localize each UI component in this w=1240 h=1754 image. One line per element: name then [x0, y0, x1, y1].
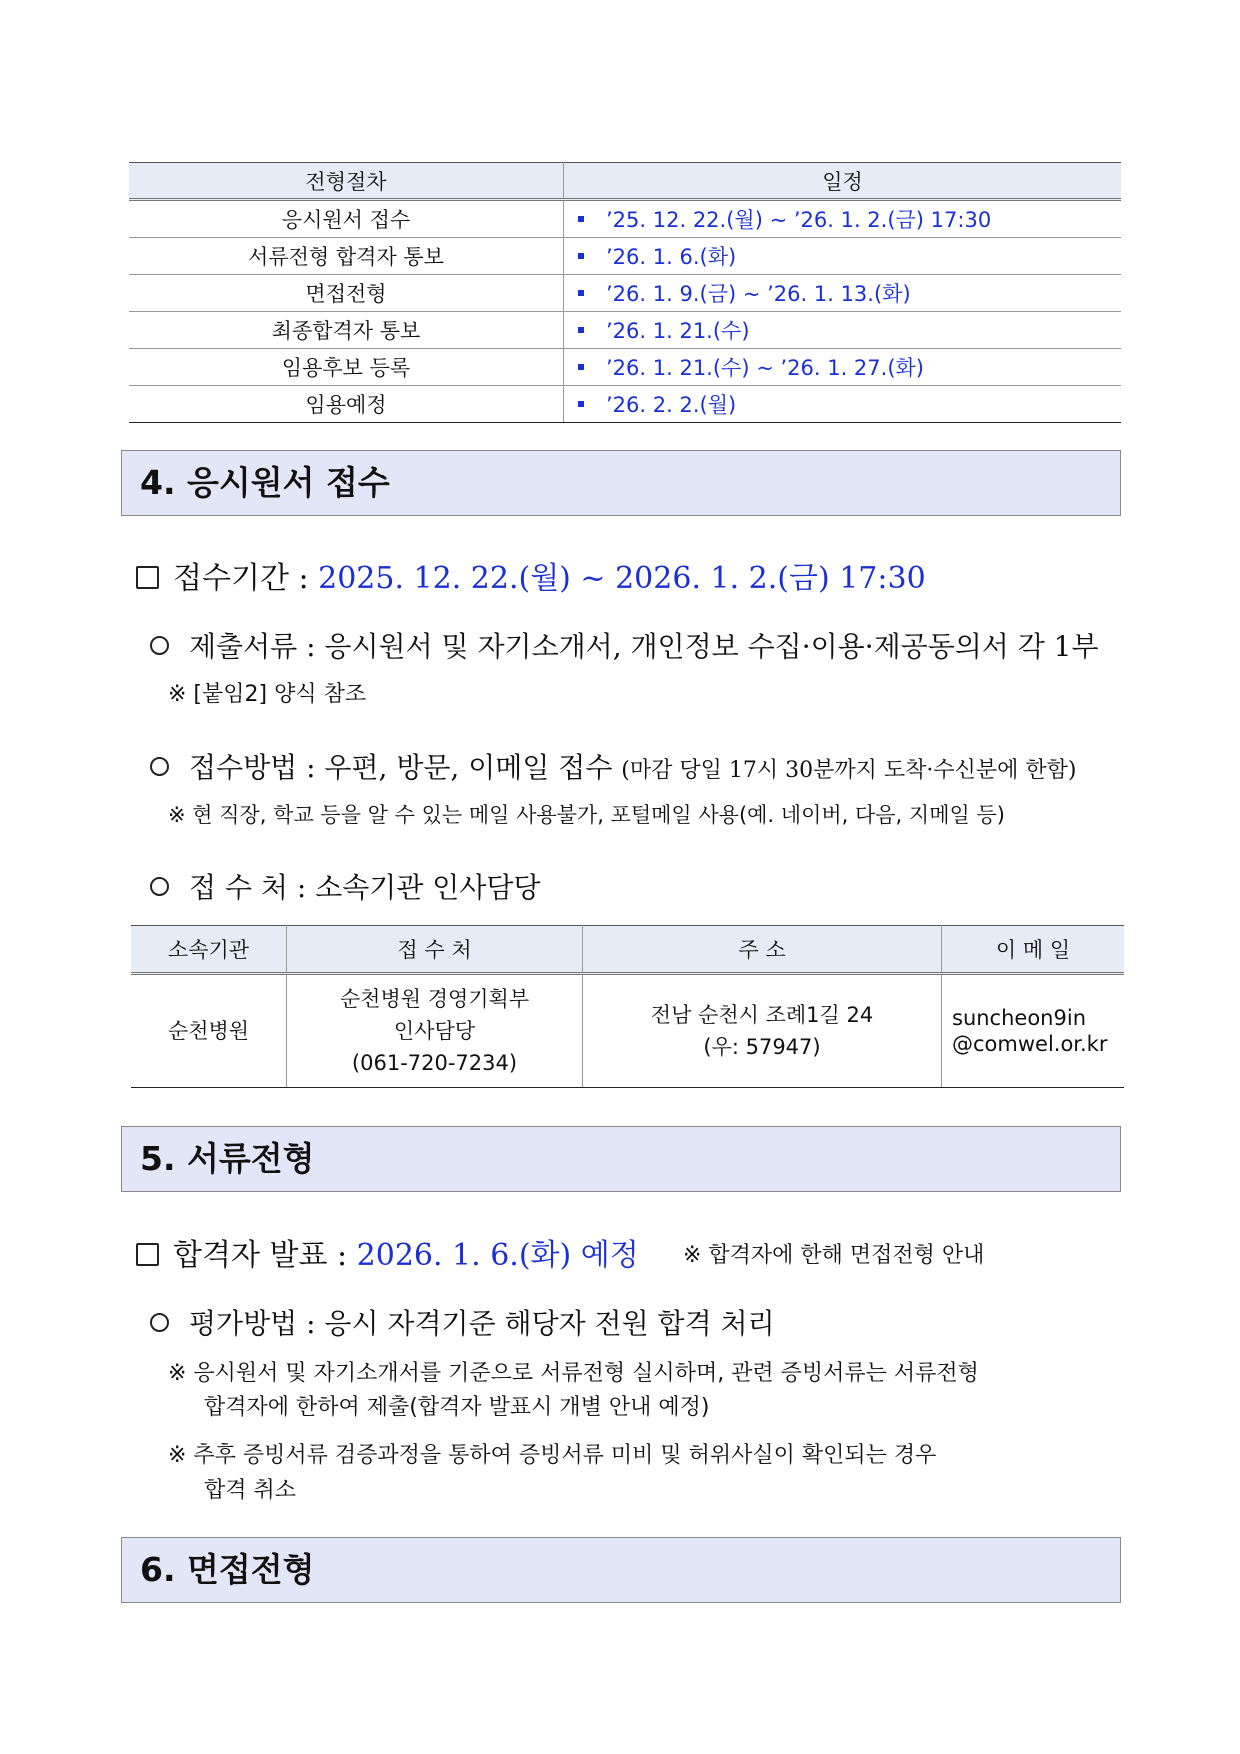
- announce-note: ※ 합격자에 한해 면접전형 안내: [683, 1243, 985, 1268]
- table-row: [129, 312, 1121, 349]
- bullet-icon: [578, 216, 584, 222]
- circle-bullet-icon: [150, 757, 169, 776]
- bullet-icon: [578, 253, 584, 259]
- office-header-org: 소속기관: [131, 926, 287, 974]
- receipt-period-label: 접수기간 :: [173, 561, 309, 596]
- circle-bullet-icon: [150, 1313, 169, 1332]
- office-org: 순천병원: [131, 974, 287, 1088]
- bullet-icon: [578, 290, 584, 296]
- office-header-address: 주 소: [583, 926, 942, 974]
- bullet-icon: [578, 364, 584, 370]
- schedule-step: 임용후보 등록: [129, 349, 564, 386]
- table-row: [129, 200, 1121, 238]
- office-phone: (061-720-7234): [351, 1051, 518, 1075]
- office-header-dept: 접 수 처: [287, 926, 583, 974]
- submission-method-text: 접수방법 : 우편, 방문, 이메일 접수: [189, 751, 613, 784]
- office-table: [131, 925, 1124, 1088]
- submission-method: [150, 746, 1076, 786]
- eval-note-1-line1: ※ 응시원서 및 자기소개서를 기준으로 서류전형 실시하며, 관련 증빙서류는 서류전형: [168, 1361, 979, 1386]
- office-email-line1: suncheon9in: [952, 1006, 1086, 1030]
- section-6-heading: 6. 면접전형: [121, 1537, 1121, 1603]
- schedule-header-step: 전형절차: [129, 163, 564, 200]
- eval-note-1-line2: 합격자에 한하여 제출(합격자 발표시 개별 안내 예정): [204, 1395, 710, 1420]
- schedule-step: 서류전형 합격자 통보: [129, 238, 564, 275]
- bullet-icon: [578, 327, 584, 333]
- receipt-place-text: 접 수 처 : 소속기관 인사담당: [189, 871, 541, 904]
- submission-method-paren: (마감 당일 17시 30분까지 도착·수신분에 한함): [621, 758, 1077, 783]
- method-note: ※ 현 직장, 학교 등을 알 수 있는 메일 사용불가, 포털메일 사용(예. 네이버, 다음, 지메일 등): [168, 803, 1005, 827]
- schedule-date: ’26. 1. 6.(화): [606, 245, 737, 269]
- table-row: [129, 386, 1121, 423]
- table-row: [129, 238, 1121, 275]
- evaluation-method: [150, 1302, 775, 1342]
- submission-docs-text: 제출서류 : 응시원서 및 자기소개서, 개인정보 수집·이용·제공동의서 각 1부: [189, 630, 1099, 663]
- office-dept-line1: 순천병원 경영기획부: [339, 987, 530, 1011]
- section-5-heading: 5. 서류전형: [121, 1126, 1121, 1192]
- office-email[interactable]: [942, 974, 1125, 1088]
- submission-docs: [150, 625, 1099, 665]
- announce: [136, 1230, 639, 1274]
- eval-note-2-line2: 합격 취소: [204, 1478, 297, 1503]
- schedule-header-date: 일정: [564, 163, 1122, 200]
- table-row: [129, 349, 1121, 386]
- schedule-table: [129, 162, 1121, 423]
- eval-note-2-line1: ※ 추후 증빙서류 검증과정을 통하여 증빙서류 미비 및 허위사실이 확인되는 경우: [168, 1443, 937, 1468]
- circle-bullet-icon: [150, 636, 169, 655]
- docs-note: ※ [붙임2] 양식 참조: [168, 682, 367, 707]
- schedule-date: ’26. 1. 9.(금) ~ ’26. 1. 13.(화): [606, 282, 911, 306]
- schedule-date: ’26. 2. 2.(월): [606, 393, 737, 417]
- schedule-date: ’25. 12. 22.(월) ~ ’26. 1. 2.(금) 17:30: [606, 208, 992, 232]
- circle-bullet-icon: [150, 877, 169, 896]
- schedule-step: 응시원서 접수: [129, 200, 564, 238]
- office-dept: [287, 974, 583, 1088]
- schedule-step: 면접전형: [129, 275, 564, 312]
- evaluation-method-text: 평가방법 : 응시 자격기준 해당자 전원 합격 처리: [189, 1307, 775, 1340]
- office-email-line2: @comwel.or.kr: [952, 1032, 1108, 1056]
- section-4-heading: 4. 응시원서 접수: [121, 450, 1121, 516]
- table-row: [129, 275, 1121, 312]
- announce-value: 2026. 1. 6.(화) 예정: [356, 1238, 639, 1273]
- office-postcode: (우: 57947): [703, 1035, 821, 1059]
- square-bullet-icon: [136, 1243, 159, 1266]
- schedule-date: ’26. 1. 21.(수) ~ ’26. 1. 27.(화): [606, 356, 925, 380]
- office-header-email: 이 메 일: [942, 926, 1125, 974]
- office-address: [583, 974, 942, 1088]
- schedule-step: 최종합격자 통보: [129, 312, 564, 349]
- receipt-period: [136, 553, 926, 597]
- bullet-icon: [578, 401, 584, 407]
- receipt-period-value: 2025. 12. 22.(월) ~ 2026. 1. 2.(금) 17:30: [318, 561, 926, 596]
- schedule-date: ’26. 1. 21.(수): [606, 319, 750, 343]
- office-dept-line2: 인사담당: [393, 1019, 476, 1043]
- schedule-step: 임용예정: [129, 386, 564, 423]
- announce-label: 합격자 발표 :: [173, 1238, 348, 1273]
- receipt-place: [150, 866, 540, 906]
- office-address-line1: 전남 순천시 조례1길 24: [650, 1003, 874, 1027]
- table-row: [131, 974, 1124, 1088]
- square-bullet-icon: [136, 566, 159, 589]
